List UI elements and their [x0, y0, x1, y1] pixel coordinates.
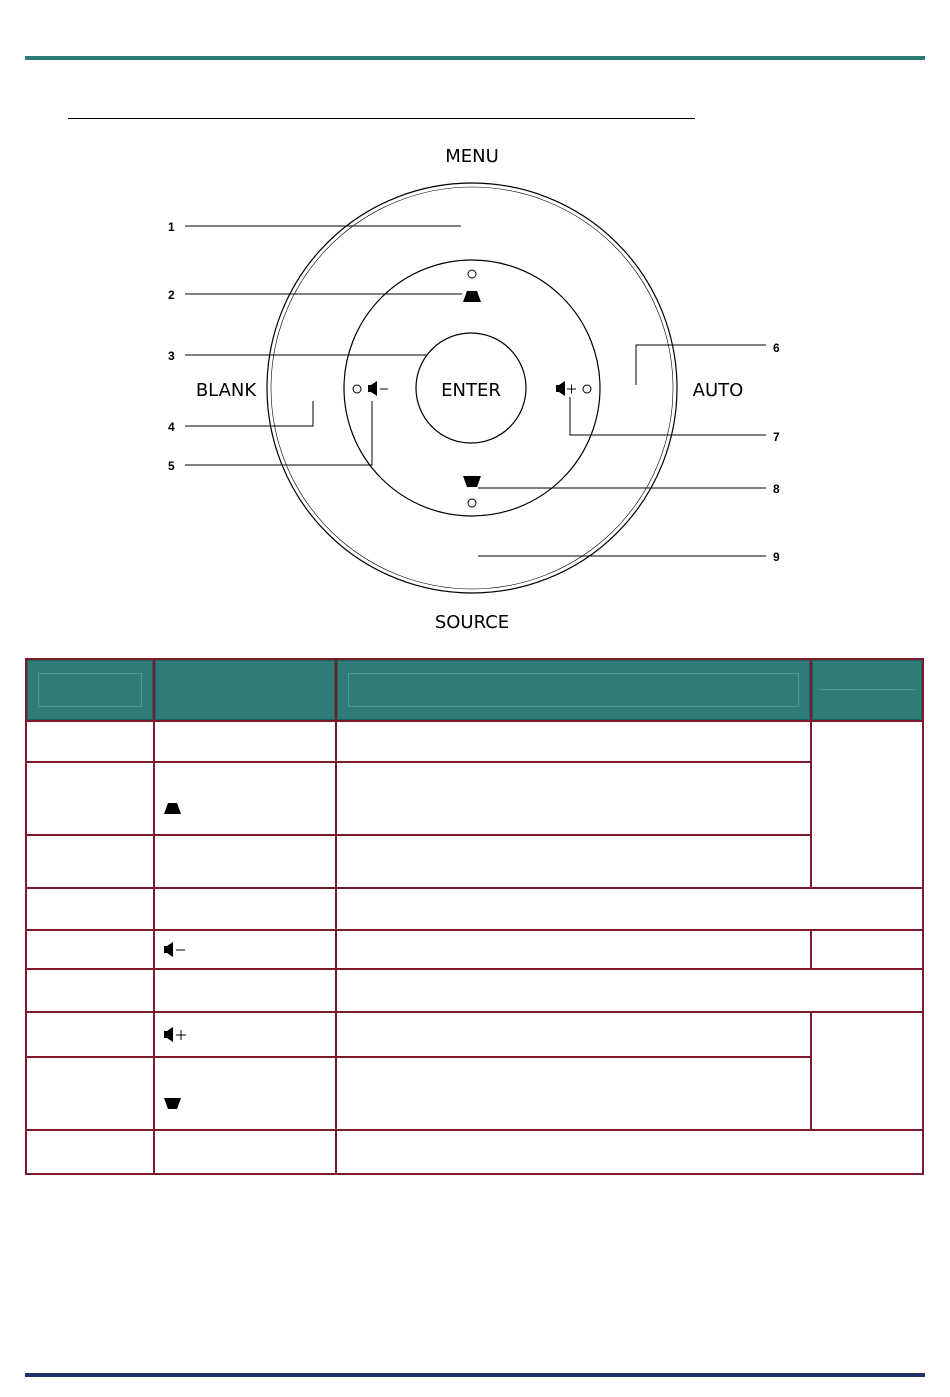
keystone-top-icon [164, 803, 181, 814]
header-cell-key [154, 659, 336, 721]
row-description [336, 1012, 811, 1057]
volume-up-icon [164, 1027, 186, 1042]
menu-label: MENU [445, 146, 499, 167]
row-key [154, 1130, 336, 1174]
row-see-page [811, 721, 923, 888]
row-description [336, 930, 811, 969]
row-number [26, 930, 154, 969]
row-description [336, 1057, 811, 1130]
header-cell-description [336, 659, 811, 721]
keypad-diagram [0, 130, 950, 640]
callout-5: 5 [168, 459, 175, 473]
callout-6: 6 [773, 341, 780, 355]
row-number [26, 1057, 154, 1130]
row-description [336, 969, 923, 1012]
section-heading-rule [68, 118, 695, 119]
auto-label: AUTO [692, 380, 744, 401]
row-key [154, 721, 336, 762]
row-description [336, 762, 811, 835]
table-row [26, 888, 923, 930]
row-key [154, 930, 336, 969]
header-rule [25, 56, 925, 60]
key-function-table-wrap [25, 658, 922, 1178]
callout-8: 8 [773, 482, 780, 496]
table-row [26, 1057, 923, 1130]
callout-1: 1 [168, 220, 175, 234]
led-indicator-right [583, 385, 591, 393]
table-header-row [26, 659, 923, 721]
table-row [26, 721, 923, 762]
volume-down-icon[interactable] [368, 381, 388, 396]
row-see-page [811, 930, 923, 969]
enter-label: ENTER [441, 380, 501, 401]
row-key [154, 762, 336, 835]
callout-3: 3 [168, 349, 175, 363]
table-row [26, 930, 923, 969]
row-number [26, 969, 154, 1012]
row-number [26, 1130, 154, 1174]
header-cell-see-page [811, 659, 923, 721]
row-key [154, 835, 336, 888]
row-description [336, 835, 811, 888]
callout-2: 2 [168, 288, 175, 302]
table-row [26, 835, 923, 888]
volume-up-icon[interactable] [556, 381, 576, 396]
row-description [336, 721, 811, 762]
table-row [26, 762, 923, 835]
row-number [26, 1012, 154, 1057]
footer-rule [25, 1373, 925, 1377]
row-number [26, 888, 154, 930]
key-function-table [25, 658, 924, 1175]
keystone-bottom-icon[interactable] [463, 476, 481, 487]
table-row [26, 1012, 923, 1057]
source-label: SOURCE [434, 612, 510, 633]
row-key [154, 1012, 336, 1057]
blank-label: BLANK [195, 380, 257, 401]
callout-9: 9 [773, 550, 780, 564]
row-number [26, 835, 154, 888]
keystone-bottom-icon [164, 1098, 181, 1109]
row-key [154, 1057, 336, 1130]
volume-down-icon [164, 942, 185, 957]
row-number [26, 721, 154, 762]
callout-7: 7 [773, 430, 780, 444]
table-row [26, 1130, 923, 1174]
led-indicator-bottom [468, 499, 476, 507]
row-key [154, 969, 336, 1012]
led-indicator-left [353, 385, 361, 393]
table-row [26, 969, 923, 1012]
row-see-page [811, 1012, 923, 1130]
row-number [26, 762, 154, 835]
row-key [154, 888, 336, 930]
row-description [336, 1130, 923, 1174]
header-cell-number [26, 659, 154, 721]
keystone-top-icon[interactable] [463, 291, 481, 302]
row-description [336, 888, 923, 930]
callout-4: 4 [168, 420, 175, 434]
led-indicator-top [468, 270, 476, 278]
